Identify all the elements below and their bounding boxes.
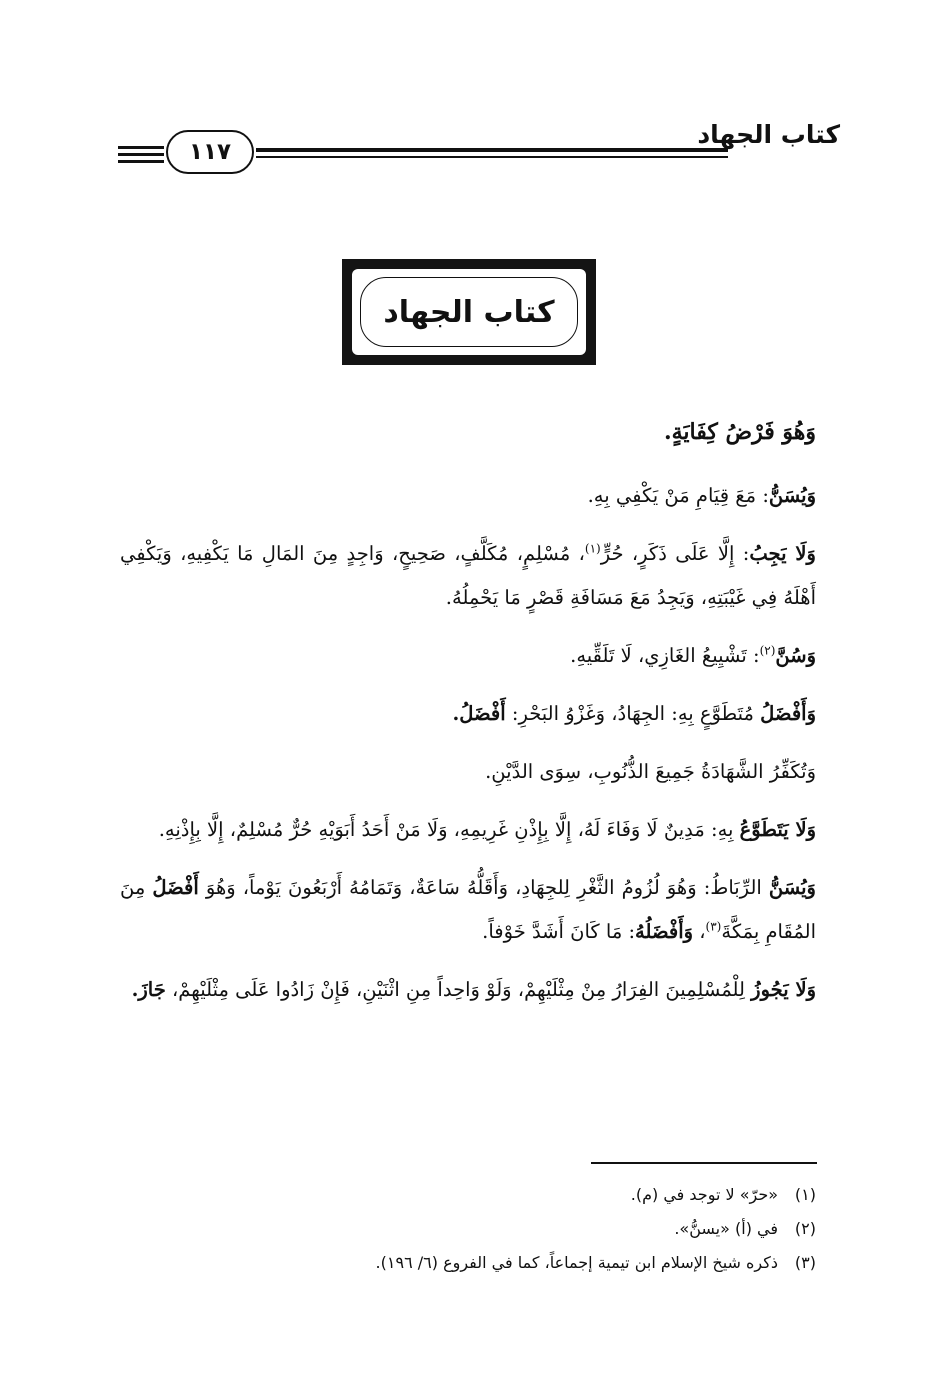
- paragraph: [120, 474, 816, 518]
- chapter-title: كتاب الجهاد: [383, 294, 555, 330]
- paragraph: [120, 410, 816, 454]
- main-text: [120, 410, 816, 1026]
- footnote: [120, 1178, 816, 1212]
- paragraph-text: مُتَطَوَّعٍ بِهِ: الجِهَادُ، وَغَزْوُ البَحْرِ:: [505, 702, 761, 725]
- footnote-text: ذكره شيخ الإسلام ابن تيمية إجماعاً، كما في الفروع (٦/ ١٩٦).: [375, 1253, 778, 1272]
- footnote-number: (٢): [794, 1219, 816, 1238]
- bold-term: وَهُوَ فَرْضُ كِفَايَةٍ.: [663, 419, 816, 445]
- paragraph: [120, 692, 816, 736]
- footnote-separator: [591, 1162, 817, 1164]
- header-rule: [256, 148, 728, 152]
- bold-term: أَفْضَلُ.: [452, 702, 506, 725]
- bold-term: وَأَفْضَلُ: [760, 702, 816, 725]
- bold-term: وَيُسَنُّ: [768, 484, 816, 507]
- header-rule: [256, 156, 728, 158]
- footnote-text: في (أ) «يسنُّ».: [674, 1219, 778, 1238]
- bold-term: وَسُنَّ: [775, 644, 816, 667]
- footnote-text: «حرّ» لا توجد في (م).: [630, 1185, 778, 1204]
- header-ornament-line: [118, 160, 164, 163]
- paragraph-text: : تَشْيِيعُ الغَازِي، لَا تَلَقِّيهِ.: [570, 644, 760, 667]
- paragraph-text: بِهِ: مَدِينٌ لَا وَفَاءَ لَهُ، إِلَّا بِإِذْنِ غَرِيمِهِ، وَلَا مَنْ أَحَدُ أَبَوَيْهِ حُرٌّ مُسْلِمٌ، إِلَّا بِإِذْنِهِ.: [158, 818, 740, 841]
- footnote: [120, 1246, 816, 1280]
- paragraph-text: لِلْمُسْلِمِينَ الفِرَارُ مِنْ مِثْلَيْهِمْ، وَلَوْ وَاحِداً مِنِ اثْنَيْنِ، فَإِنْ زَادُوا عَلَى مِثْلَيْهِمْ،: [165, 978, 752, 1001]
- footnote-reference: (١): [584, 541, 601, 556]
- bold-term: وَأَفْضَلُهُ: [635, 920, 694, 943]
- paragraph: [120, 866, 816, 954]
- paragraph-text: : مَا كَانَ أَشَدَّ خَوْفاً.: [482, 920, 636, 943]
- paragraph: [120, 750, 816, 794]
- bold-term: جَازَ.: [131, 978, 166, 1001]
- footnote-reference: (٢): [759, 643, 776, 658]
- paragraph-text: الرِّبَاطُ: وَهُوَ لُزُومُ الثَّغْرِ لِلجِهَادِ، وَأَقَلُّهُ سَاعَةٌ، وَتَمَامُهُ أَرْبَعُونَ يَوْماً، وَهُوَ: [198, 876, 769, 899]
- bold-term: أَفْضَلُ: [152, 876, 199, 899]
- running-title: كتاب الجهاد: [697, 120, 840, 149]
- paragraph: [120, 808, 816, 852]
- header-ornament-line: [118, 146, 164, 149]
- header-ornament-line: [118, 153, 164, 156]
- paragraph-text: ،: [693, 920, 706, 943]
- paragraph: [120, 968, 816, 1012]
- chapter-title-inner-frame: [352, 269, 586, 355]
- footnote-reference: (٣): [705, 919, 722, 934]
- paragraph-text: ، مُسْلِمٍ، مُكَلَّفٍ، صَحِيحٍ، وَاجِدٍ مِنَ المَالِ مَا يَكْفِيهِ، وَيَكْفِي أَهْلَهُ فِي غَيْبَتِهِ، وَيَجِدُ مَعَ مَسَافَةِ قَصْرٍ مَا يَحْمِلُهُ.: [120, 542, 816, 609]
- bold-term: وَيُسَنُّ: [768, 876, 816, 899]
- paragraph-text: : مَعَ قِيَامِ مَنْ يَكْفِي بِهِ.: [587, 484, 769, 507]
- paragraph-text: : إِلَّا عَلَى ذَكَرٍ، حُرٍّ: [600, 542, 750, 565]
- paragraph-text: مِنَ المُقَامِ بِمَكَّةَ: [120, 876, 816, 943]
- footnote-number: (١): [794, 1185, 816, 1204]
- bold-term: وَلَا يَجِبُ: [749, 542, 816, 565]
- chapter-title-frame: [342, 259, 596, 365]
- running-header: [118, 112, 840, 172]
- bold-term: وَلَا يَتَطَوَّعُ: [739, 818, 816, 841]
- paragraph-text: وَتُكَفِّرُ الشَّهَادَةُ جَمِيعَ الذُّنُوبِ، سِوَى الدَّيْنِ.: [485, 760, 816, 783]
- paragraph: [120, 634, 816, 678]
- paragraph: [120, 532, 816, 620]
- footnote-number: (٣): [794, 1253, 816, 1272]
- page-number: ١١٧: [166, 130, 254, 174]
- footnote: [120, 1212, 816, 1246]
- bold-term: وَلَا يَجُوزُ: [751, 978, 816, 1001]
- footnotes: [120, 1178, 816, 1280]
